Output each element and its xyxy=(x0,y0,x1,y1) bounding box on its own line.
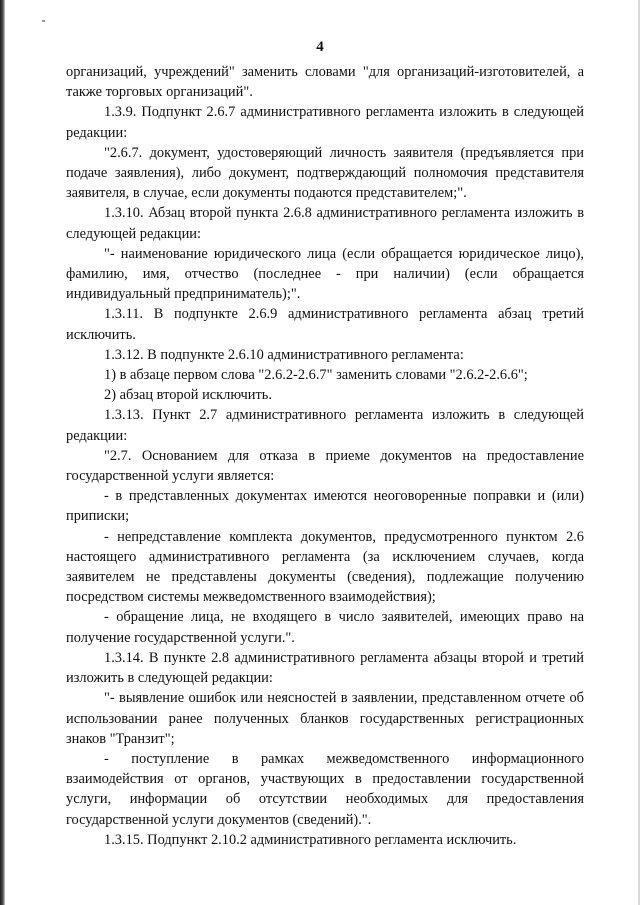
list-item: - непредставление комплекта документов, предусмотренного пунктом 2.6 настоящего административного регламента (за исключением случаев, когда заявителем не представлены документы (сведения), подлежащие получению посредством системы межведомственного взаимодействия); xyxy=(66,528,584,606)
paragraph: "2.7. Основанием для отказа в приеме документов на предоставление государственной услуги является: xyxy=(66,447,584,485)
paragraph: 1.3.9. Подпункт 2.6.7 административного регламента изложить в следующей редакции: xyxy=(66,104,584,141)
paragraph: 1.3.11. В подпункте 2.6.9 административного регламента абзац третий исключить. xyxy=(66,306,584,343)
list-item: - обращение лица, не входящего в число заявителей, имеющих право на получение государственной услуги.". xyxy=(66,609,584,646)
list-item: - в представленных документах имеются неоговоренные поправки и (или) приписки; xyxy=(66,488,584,525)
paragraph: 1.3.10. Абзац второй пункта 2.6.8 административного регламента изложить в следующей редакции: xyxy=(66,205,584,242)
paragraph: "2.6.7. документ, удостоверяющий личность заявителя (предъявляется при подаче заявления), либо документ, подтверждающий полномочия представителя заявителя, в случае, если документы подаются представителем;". xyxy=(66,144,584,202)
paragraph: 1.3.13. Пункт 2.7 административного регламента изложить в следующей редакции: xyxy=(66,407,584,444)
page-number: 4 xyxy=(316,39,324,55)
paragraph: 1.3.12. В подпункте 2.6.10 административного регламента: xyxy=(104,346,464,363)
list-item: "- выявление ошибок или неясностей в заявлении, представленном отчете об использовании ранее полученных бланков государственных регистрационных знаков "Транзит"; xyxy=(66,690,584,747)
list-item: 1) в абзаце первом слова "2.6.2-2.6.7" заменить словами "2.6.2-2.6.6"; xyxy=(104,367,528,384)
scan-speck xyxy=(42,20,45,22)
paragraph: организаций, учреждений" заменить словами "для организаций-изготовителей, а также торговых организаций". xyxy=(66,64,584,101)
paragraph: "- наименование юридического лица (если обращается юридическое лицо), фамилию, имя, отчество (последнее - при наличии) (если обращается индивидуальный предприниматель);". xyxy=(66,245,584,303)
scan-shadow-left xyxy=(0,0,5,905)
list-item: 2) абзац второй исключить. xyxy=(104,387,272,404)
paragraph: 1.3.14. В пункте 2.8 административного регламента абзацы второй и третий изложить в следующей редакции: xyxy=(66,649,584,687)
paragraph: 1.3.15. Подпункт 2.10.2 административного регламента исключить. xyxy=(104,831,517,848)
list-item: - поступление в рамках межведомственного информационного взаимодействия от органов, участвующих в предоставлении государственной услуги, информации об отсутствии необходимых для предоставления государственной услуги документов (сведений).". xyxy=(66,750,584,828)
document-body xyxy=(66,62,584,850)
